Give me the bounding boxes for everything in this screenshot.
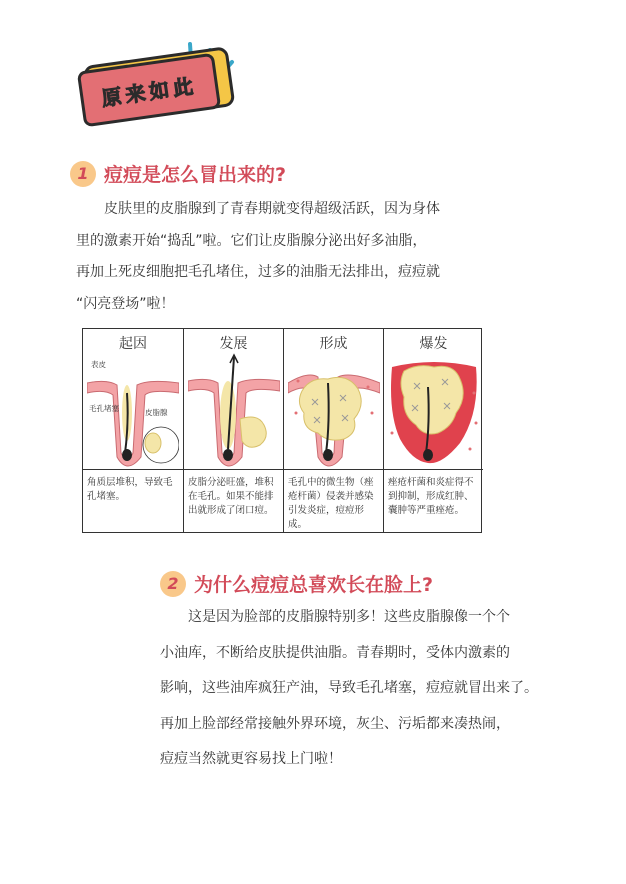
paragraph-line: 痘痘当然就更容易找上门啦！ [160,751,342,767]
stage-cause [83,329,183,532]
section-2-heading [160,570,433,597]
section-1-number-badge: 1 [70,161,96,187]
paragraph-line: 里的激素开始“捣乱”啦。它们让皮脂腺分泌出好多油脂， [76,232,427,249]
stage-title: 爆发 [419,336,448,352]
stage-description: 痤疮杆菌和炎症得不到抑制，形成红肿、囊肿等严重痤疮。 [384,469,483,532]
stage-description: 角质层堆积，导致毛孔堵塞。 [83,469,183,532]
section-2-title: 为什么痘痘总喜欢长在脸上? [194,574,434,596]
stage-title: 起因 [119,336,147,352]
section-1-paragraph [76,194,440,320]
stage-title: 发展 [219,336,248,352]
paragraph-line: 再加上死皮细胞把毛孔堵住，过多的油脂无法排出，痘痘就 [76,264,440,280]
label-sebaceous: 皮脂腺 [145,408,168,417]
stage-description: 毛孔中的微生物（痤疮杆菌）侵袭并感染引发炎症，痘痘形成。 [284,469,383,532]
paragraph-line: 皮肤里的皮脂腺到了青春期就变得超级活跃，因为身体 [104,201,440,217]
stage-title: 形成 [319,336,348,352]
tag-label: 原来如此 [100,72,199,111]
section-1-heading [70,160,286,187]
paragraph-line: 影响，这些油库疯狂产油，导致毛孔堵塞，痘痘就冒出来了。 [160,680,538,696]
header-tag [78,40,238,120]
stage-outbreak [383,329,483,532]
paragraph-line: 小油库，不断给皮肤提供油脂。青春期时，受体内激素的 [160,644,510,661]
severe-acne-illustration [388,353,480,469]
label-epidermis: 表皮 [91,360,106,369]
stage-development [183,329,283,532]
sebum-buildup-illustration [188,353,280,469]
acne-stages-diagram [82,328,482,533]
stage-formation [283,329,383,532]
section-2-paragraph [160,600,538,778]
paragraph-line: 再加上脸部经常接触外界环境，灰尘、污垢都来凑热闹， [160,715,510,732]
stage-description: 皮脂分泌旺盛，堆积在毛孔。如果不能排出就形成了闭口痘。 [184,469,283,532]
label-clogged: 毛孔堵塞 [89,404,119,413]
section-1-title: 痘痘是怎么冒出来的? [104,164,287,186]
paragraph-line: 这是因为脸部的皮脂腺特别多！这些皮脂腺像一个个 [188,609,510,625]
paragraph-line: “闪亮登场”啦！ [76,295,175,312]
section-2-number-badge: 2 [160,571,186,597]
infection-illustration [288,353,380,469]
